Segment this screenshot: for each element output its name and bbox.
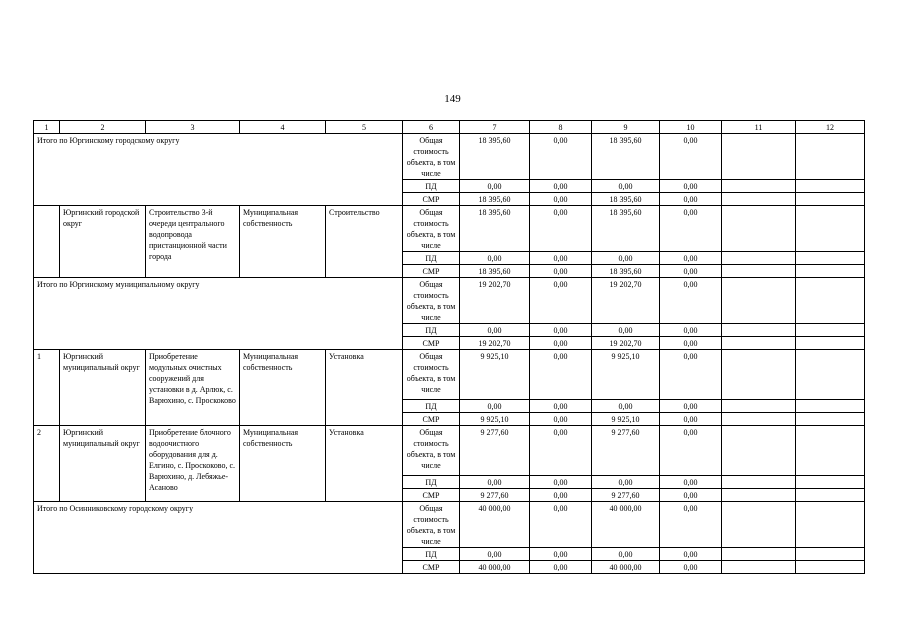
value-cell: 9 925,10 xyxy=(592,413,660,426)
page-number: 149 xyxy=(444,93,461,105)
column-header: 9 xyxy=(592,121,660,134)
value-cell: 0,00 xyxy=(530,426,592,476)
item-object: Приобретение модульных очистных сооружений для установки в д. Арлюк, с. Варюхино, с. Проскоково xyxy=(146,350,240,426)
value-cell: 0,00 xyxy=(660,252,722,265)
empty-cell xyxy=(722,252,796,265)
total-cost-label: Общая стоимость объекта, в том числе xyxy=(403,278,460,324)
group-total-title: Итого по Юргинскому муниципальному округу xyxy=(34,278,403,350)
empty-cell xyxy=(796,337,865,350)
value-cell: 18 395,60 xyxy=(460,193,530,206)
value-cell: 0,00 xyxy=(530,337,592,350)
empty-cell xyxy=(722,206,796,252)
item-ownership: Муниципальная собственность xyxy=(240,206,326,278)
value-cell: 0,00 xyxy=(530,265,592,278)
table-row xyxy=(34,426,865,476)
smr-label: СМР xyxy=(403,193,460,206)
empty-cell xyxy=(796,502,865,548)
empty-cell xyxy=(796,193,865,206)
value-cell: 0,00 xyxy=(460,324,530,337)
empty-cell xyxy=(722,180,796,193)
total-cost-label: Общая стоимость объекта, в том числе xyxy=(403,134,460,180)
value-cell: 0,00 xyxy=(660,324,722,337)
value-cell: 0,00 xyxy=(530,350,592,400)
pd-label: ПД xyxy=(403,180,460,193)
item-number xyxy=(34,206,60,278)
table-row xyxy=(34,206,865,252)
value-cell: 0,00 xyxy=(530,400,592,413)
item-object: Приобретение блочного водоочистного оборудования для д. Елгино, с. Проскоково, с. Варюхино, д. Лебяжье-Асаново xyxy=(146,426,240,502)
pd-label: ПД xyxy=(403,252,460,265)
value-cell: 0,00 xyxy=(530,193,592,206)
smr-label: СМР xyxy=(403,265,460,278)
empty-cell xyxy=(722,193,796,206)
empty-cell xyxy=(796,324,865,337)
empty-cell xyxy=(796,206,865,252)
value-cell: 0,00 xyxy=(530,252,592,265)
empty-cell xyxy=(796,426,865,476)
table-row xyxy=(34,121,865,134)
empty-cell xyxy=(722,400,796,413)
value-cell: 0,00 xyxy=(660,489,722,502)
value-cell: 40 000,00 xyxy=(460,561,530,574)
column-header: 3 xyxy=(146,121,240,134)
group-total-title: Итого по Осинниковскому городскому округу xyxy=(34,502,403,574)
empty-cell xyxy=(796,489,865,502)
value-cell: 9 925,10 xyxy=(592,350,660,400)
empty-cell xyxy=(722,324,796,337)
empty-cell xyxy=(722,561,796,574)
value-cell: 0,00 xyxy=(592,252,660,265)
column-header: 5 xyxy=(326,121,403,134)
item-ownership: Муниципальная собственность xyxy=(240,350,326,426)
table-row xyxy=(34,502,865,548)
empty-cell xyxy=(722,413,796,426)
column-header: 10 xyxy=(660,121,722,134)
table-row xyxy=(34,278,865,324)
value-cell: 0,00 xyxy=(660,134,722,180)
total-cost-label: Общая стоимость объекта, в том числе xyxy=(403,502,460,548)
column-header: 7 xyxy=(460,121,530,134)
item-number: 2 xyxy=(34,426,60,502)
value-cell: 18 395,60 xyxy=(460,265,530,278)
empty-cell xyxy=(722,476,796,489)
empty-cell xyxy=(796,350,865,400)
item-ownership: Муниципальная собственность xyxy=(240,426,326,502)
value-cell: 9 925,10 xyxy=(460,413,530,426)
value-cell: 40 000,00 xyxy=(592,502,660,548)
empty-cell xyxy=(796,265,865,278)
value-cell: 0,00 xyxy=(530,324,592,337)
value-cell: 0,00 xyxy=(530,561,592,574)
empty-cell xyxy=(722,489,796,502)
empty-cell xyxy=(796,413,865,426)
pd-label: ПД xyxy=(403,548,460,561)
empty-cell xyxy=(796,476,865,489)
value-cell: 0,00 xyxy=(660,265,722,278)
value-cell: 0,00 xyxy=(530,502,592,548)
smr-label: СМР xyxy=(403,561,460,574)
value-cell: 0,00 xyxy=(592,180,660,193)
item-work-type: Установка xyxy=(326,350,403,426)
pd-label: ПД xyxy=(403,400,460,413)
value-cell: 18 395,60 xyxy=(592,265,660,278)
value-cell: 18 395,60 xyxy=(592,193,660,206)
value-cell: 0,00 xyxy=(530,206,592,252)
column-header: 8 xyxy=(530,121,592,134)
item-number: 1 xyxy=(34,350,60,426)
value-cell: 0,00 xyxy=(530,413,592,426)
value-cell: 18 395,60 xyxy=(592,206,660,252)
pd-label: ПД xyxy=(403,476,460,489)
empty-cell xyxy=(722,134,796,180)
column-header: 6 xyxy=(403,121,460,134)
empty-cell xyxy=(796,548,865,561)
total-cost-label: Общая стоимость объекта, в том числе xyxy=(403,350,460,400)
total-cost-label: Общая стоимость объекта, в том числе xyxy=(403,206,460,252)
value-cell: 0,00 xyxy=(460,400,530,413)
value-cell: 0,00 xyxy=(660,413,722,426)
value-cell: 40 000,00 xyxy=(460,502,530,548)
smr-label: СМР xyxy=(403,337,460,350)
value-cell: 0,00 xyxy=(660,502,722,548)
value-cell: 0,00 xyxy=(592,476,660,489)
value-cell: 40 000,00 xyxy=(592,561,660,574)
table-row xyxy=(34,134,865,180)
empty-cell xyxy=(722,265,796,278)
value-cell: 0,00 xyxy=(592,400,660,413)
value-cell: 9 277,60 xyxy=(460,426,530,476)
value-cell: 0,00 xyxy=(460,180,530,193)
item-work-type: Строительство xyxy=(326,206,403,278)
total-cost-label: Общая стоимость объекта, в том числе xyxy=(403,426,460,476)
empty-cell xyxy=(722,426,796,476)
value-cell: 0,00 xyxy=(660,278,722,324)
value-cell: 0,00 xyxy=(460,252,530,265)
item-municipality: Юргинский городской округ xyxy=(60,206,146,278)
empty-cell xyxy=(796,278,865,324)
value-cell: 0,00 xyxy=(530,180,592,193)
column-header: 11 xyxy=(722,121,796,134)
value-cell: 0,00 xyxy=(660,350,722,400)
empty-cell xyxy=(722,548,796,561)
empty-cell xyxy=(722,350,796,400)
value-cell: 0,00 xyxy=(530,476,592,489)
value-cell: 0,00 xyxy=(660,180,722,193)
value-cell: 0,00 xyxy=(660,400,722,413)
value-cell: 19 202,70 xyxy=(460,278,530,324)
value-cell: 0,00 xyxy=(592,324,660,337)
empty-cell xyxy=(796,561,865,574)
value-cell: 9 277,60 xyxy=(592,426,660,476)
value-cell: 0,00 xyxy=(530,134,592,180)
column-header: 4 xyxy=(240,121,326,134)
empty-cell xyxy=(796,252,865,265)
empty-cell xyxy=(722,337,796,350)
value-cell: 0,00 xyxy=(660,548,722,561)
empty-cell xyxy=(796,180,865,193)
table-row xyxy=(34,350,865,400)
empty-cell xyxy=(722,502,796,548)
value-cell: 0,00 xyxy=(460,548,530,561)
smr-label: СМР xyxy=(403,489,460,502)
column-header: 12 xyxy=(796,121,865,134)
value-cell: 0,00 xyxy=(530,278,592,324)
empty-cell xyxy=(796,134,865,180)
value-cell: 18 395,60 xyxy=(460,206,530,252)
value-cell: 0,00 xyxy=(660,476,722,489)
item-municipality: Юргинский муниципальный округ xyxy=(60,350,146,426)
value-cell: 19 202,70 xyxy=(592,278,660,324)
value-cell: 0,00 xyxy=(530,548,592,561)
value-cell: 0,00 xyxy=(530,489,592,502)
column-header: 1 xyxy=(34,121,60,134)
item-work-type: Установка xyxy=(326,426,403,502)
item-object: Строительство 3-й очереди центрального водопровода пристанционной части города xyxy=(146,206,240,278)
empty-cell xyxy=(796,400,865,413)
value-cell: 19 202,70 xyxy=(460,337,530,350)
smr-label: СМР xyxy=(403,413,460,426)
group-total-title: Итого по Юргинскому городскому округу xyxy=(34,134,403,206)
value-cell: 19 202,70 xyxy=(592,337,660,350)
value-cell: 9 925,10 xyxy=(460,350,530,400)
value-cell: 0,00 xyxy=(660,426,722,476)
value-cell: 18 395,60 xyxy=(592,134,660,180)
empty-cell xyxy=(722,278,796,324)
value-cell: 18 395,60 xyxy=(460,134,530,180)
value-cell: 0,00 xyxy=(592,548,660,561)
value-cell: 0,00 xyxy=(460,476,530,489)
column-header: 2 xyxy=(60,121,146,134)
value-cell: 9 277,60 xyxy=(592,489,660,502)
value-cell: 0,00 xyxy=(660,337,722,350)
value-cell: 0,00 xyxy=(660,561,722,574)
value-cell: 9 277,60 xyxy=(460,489,530,502)
value-cell: 0,00 xyxy=(660,193,722,206)
investment-table xyxy=(33,120,865,574)
pd-label: ПД xyxy=(403,324,460,337)
value-cell: 0,00 xyxy=(660,206,722,252)
item-municipality: Юргинский муниципальный округ xyxy=(60,426,146,502)
